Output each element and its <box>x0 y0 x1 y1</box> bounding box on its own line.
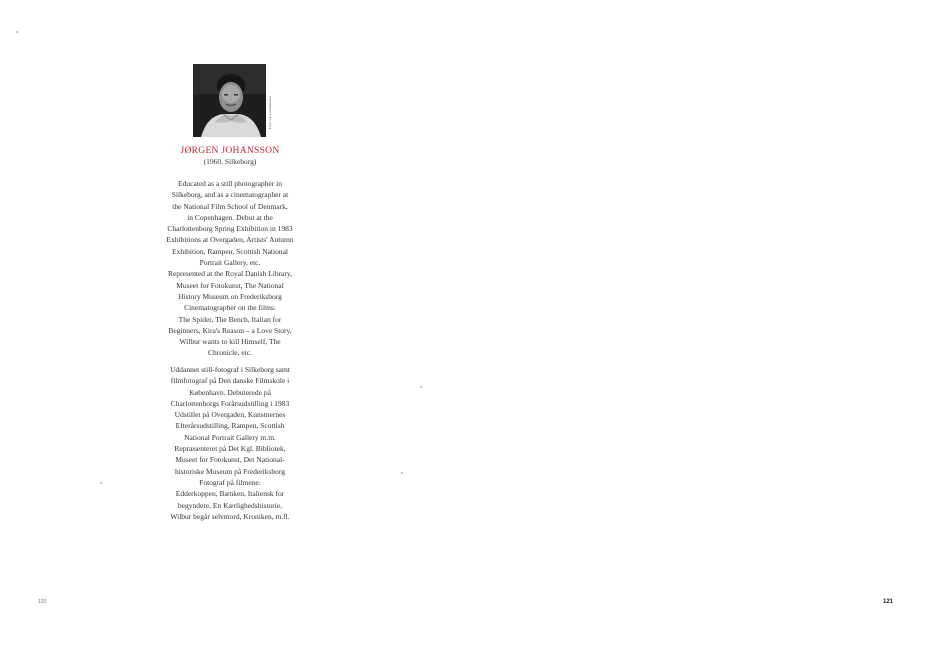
bio-line: Wilbur wants to kill Himself, The <box>179 337 281 347</box>
bio-line: Represented at the Royal Danish Library, <box>167 269 293 279</box>
bio-line: The Spider, The Bench, Italian for <box>178 314 282 324</box>
scan-speck <box>401 472 403 474</box>
scan-speck <box>100 482 102 484</box>
bio-line: Repræsenteret på Det Kgl. Bibliotek, <box>174 444 286 454</box>
photo-credit: Foto: Lars Gundersen <box>268 96 272 130</box>
bio-line: Exhibition, Rampen, Scottish National <box>171 246 289 256</box>
bio-line: Museet for Fotokunst, The National <box>176 280 284 290</box>
person-name: JØRGEN JOHANSSON <box>180 146 280 156</box>
bio-line: Efterårsudstilling, Rampen, Scottish <box>175 421 285 431</box>
bio-line: begyndere, En Kærlighedshistorie, <box>177 500 283 510</box>
bio-line: Fotograf på filmene: <box>199 477 261 487</box>
person-birth: (1960, Silkeborg) <box>203 157 257 166</box>
bio-line: Museet for Fotokunst, Det National- <box>175 455 285 465</box>
bio-line: Exhibitions at Overgaden, Artists' Autumn <box>166 235 294 245</box>
bio-line: in Copenhagen. Debut at the <box>187 212 273 222</box>
scan-speck <box>420 386 422 388</box>
bio-line: Educated as a still photographer in <box>178 179 282 188</box>
bio-line: National Portrait Gallery m.m. <box>184 432 276 442</box>
page-number-right: 121 <box>882 599 893 605</box>
portrait-image <box>193 64 266 137</box>
bio-line: København. Debuterede på <box>189 387 271 397</box>
bio-line: History Museum on Frederiksborg <box>178 291 282 301</box>
bio-line: the National Film School of Denmark, <box>172 201 288 211</box>
bio-line: Wilbur begår selvmord, Kroniken, m.fl. <box>170 511 290 521</box>
page-number-left: 120 <box>38 599 47 605</box>
bio-line: Beginners, Kira's Reason – a Love Story, <box>168 325 292 335</box>
bio-line: Charlottenborg Spring Exhibition in 1983 <box>167 224 293 234</box>
bio-line: Udstillet på Overgaden, Kunstnernes <box>174 410 286 420</box>
portrait-photo <box>193 64 266 137</box>
bio-line: Portrait Gallery, etc. <box>199 258 261 268</box>
bio-line: Chronicle, etc. <box>208 348 252 358</box>
bio-line: Edderkoppen, Bænken, Italiensk for <box>175 489 285 499</box>
scan-speck <box>16 31 18 33</box>
bio-line: Silkeborg, and as a cinematographer at <box>171 190 289 200</box>
bio-line: Charlottenborgs Forårsudstilling i 1983 <box>170 398 290 408</box>
bio-line: historiske Museum på Frederiksborg <box>174 466 286 476</box>
bio-danish <box>150 364 310 522</box>
bio-line: Cinematographer on the films: <box>184 303 276 313</box>
bio-line: Uddannet still-fotograf i Silkeborg samt <box>170 365 290 374</box>
bio-line: filmfotograf på Den danske Filmskole i <box>170 376 290 386</box>
bio-english <box>150 178 310 359</box>
